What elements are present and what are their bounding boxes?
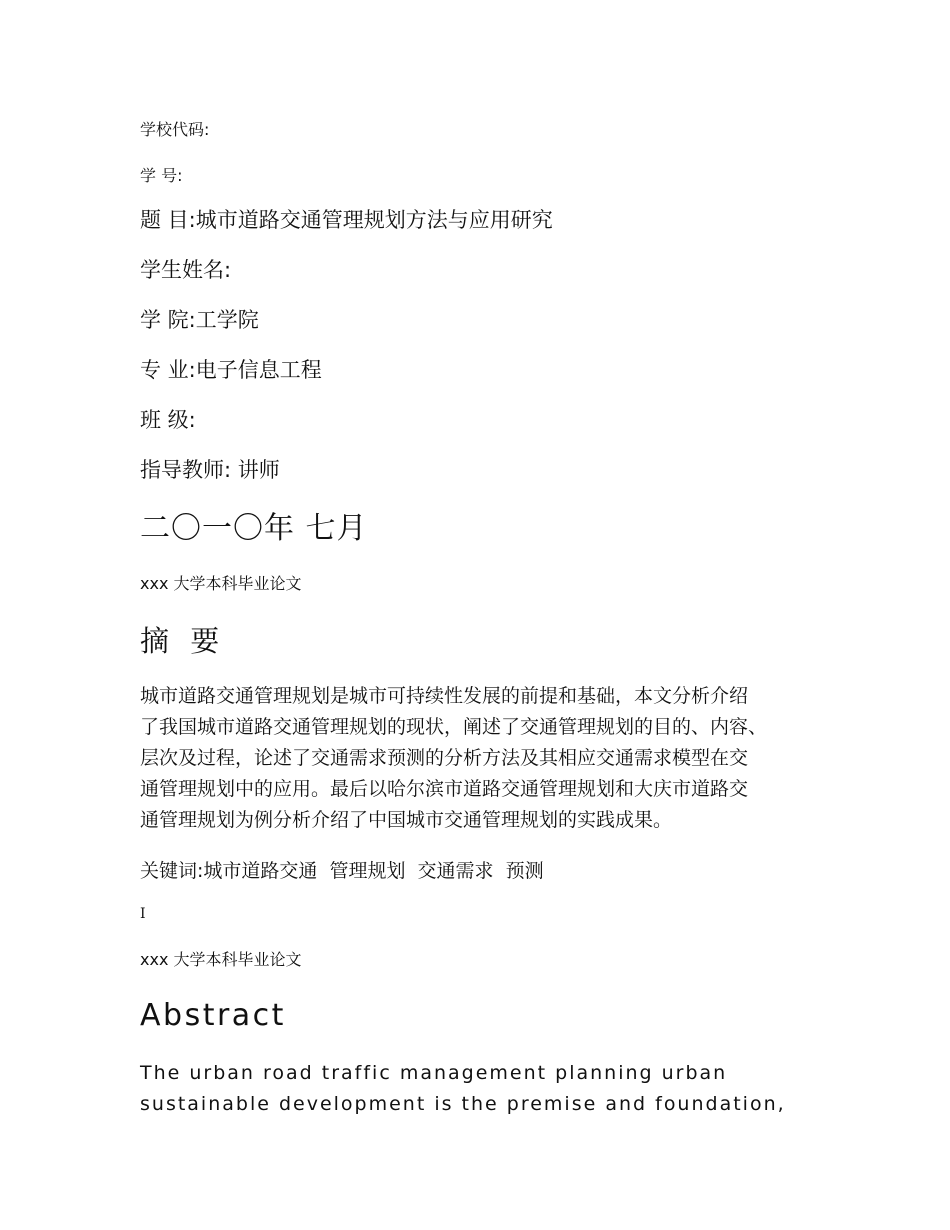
abstract-en-line: The urban road traffic management planning urban [140, 1062, 728, 1084]
school-code-label: 学校代码: [140, 120, 210, 139]
thesis-title: 题 目:城市道路交通管理规划方法与应用研究 [140, 208, 553, 232]
abstract-cn-line: 通管理规划为例分析介绍了中国城市交通管理规划的实践成果。 [140, 809, 673, 831]
abstract-cn-heading: 摘 要 [140, 624, 226, 658]
abstract-en-line: sustainable development is the premise and foundation, [140, 1093, 786, 1115]
student-id-label: 学 号: [140, 166, 183, 185]
abstract-en-heading: Abstract [140, 998, 286, 1033]
major-field: 专 业:电子信息工程 [140, 358, 322, 382]
keywords: 关键词:城市道路交通 管理规划 交通需求 预测 [140, 860, 544, 882]
page-header: xxx 大学本科毕业论文 [140, 950, 302, 969]
abstract-cn-line: 了我国城市道路交通管理规划的现状，阐述了交通管理规划的目的、内容、 [140, 716, 768, 738]
abstract-cn-line: 层次及过程，论述了交通需求预测的分析方法及其相应交通需求模型在交 [140, 747, 749, 769]
advisor-field: 指导教师: 讲师 [140, 458, 280, 482]
page-number: I [140, 906, 146, 922]
class-label: 班 级: [140, 408, 196, 432]
college-field: 学 院:工学院 [140, 308, 259, 332]
date-text: 二〇一〇年 七月 [140, 511, 368, 546]
page-header: xxx 大学本科毕业论文 [140, 574, 302, 593]
student-name-label: 学生姓名: [140, 258, 232, 282]
abstract-cn-line: 通管理规划中的应用。最后以哈尔滨市道路交通管理规划和大庆市道路交 [140, 778, 749, 800]
abstract-cn-line: 城市道路交通管理规划是城市可持续性发展的前提和基础，本文分析介绍 [140, 685, 749, 707]
